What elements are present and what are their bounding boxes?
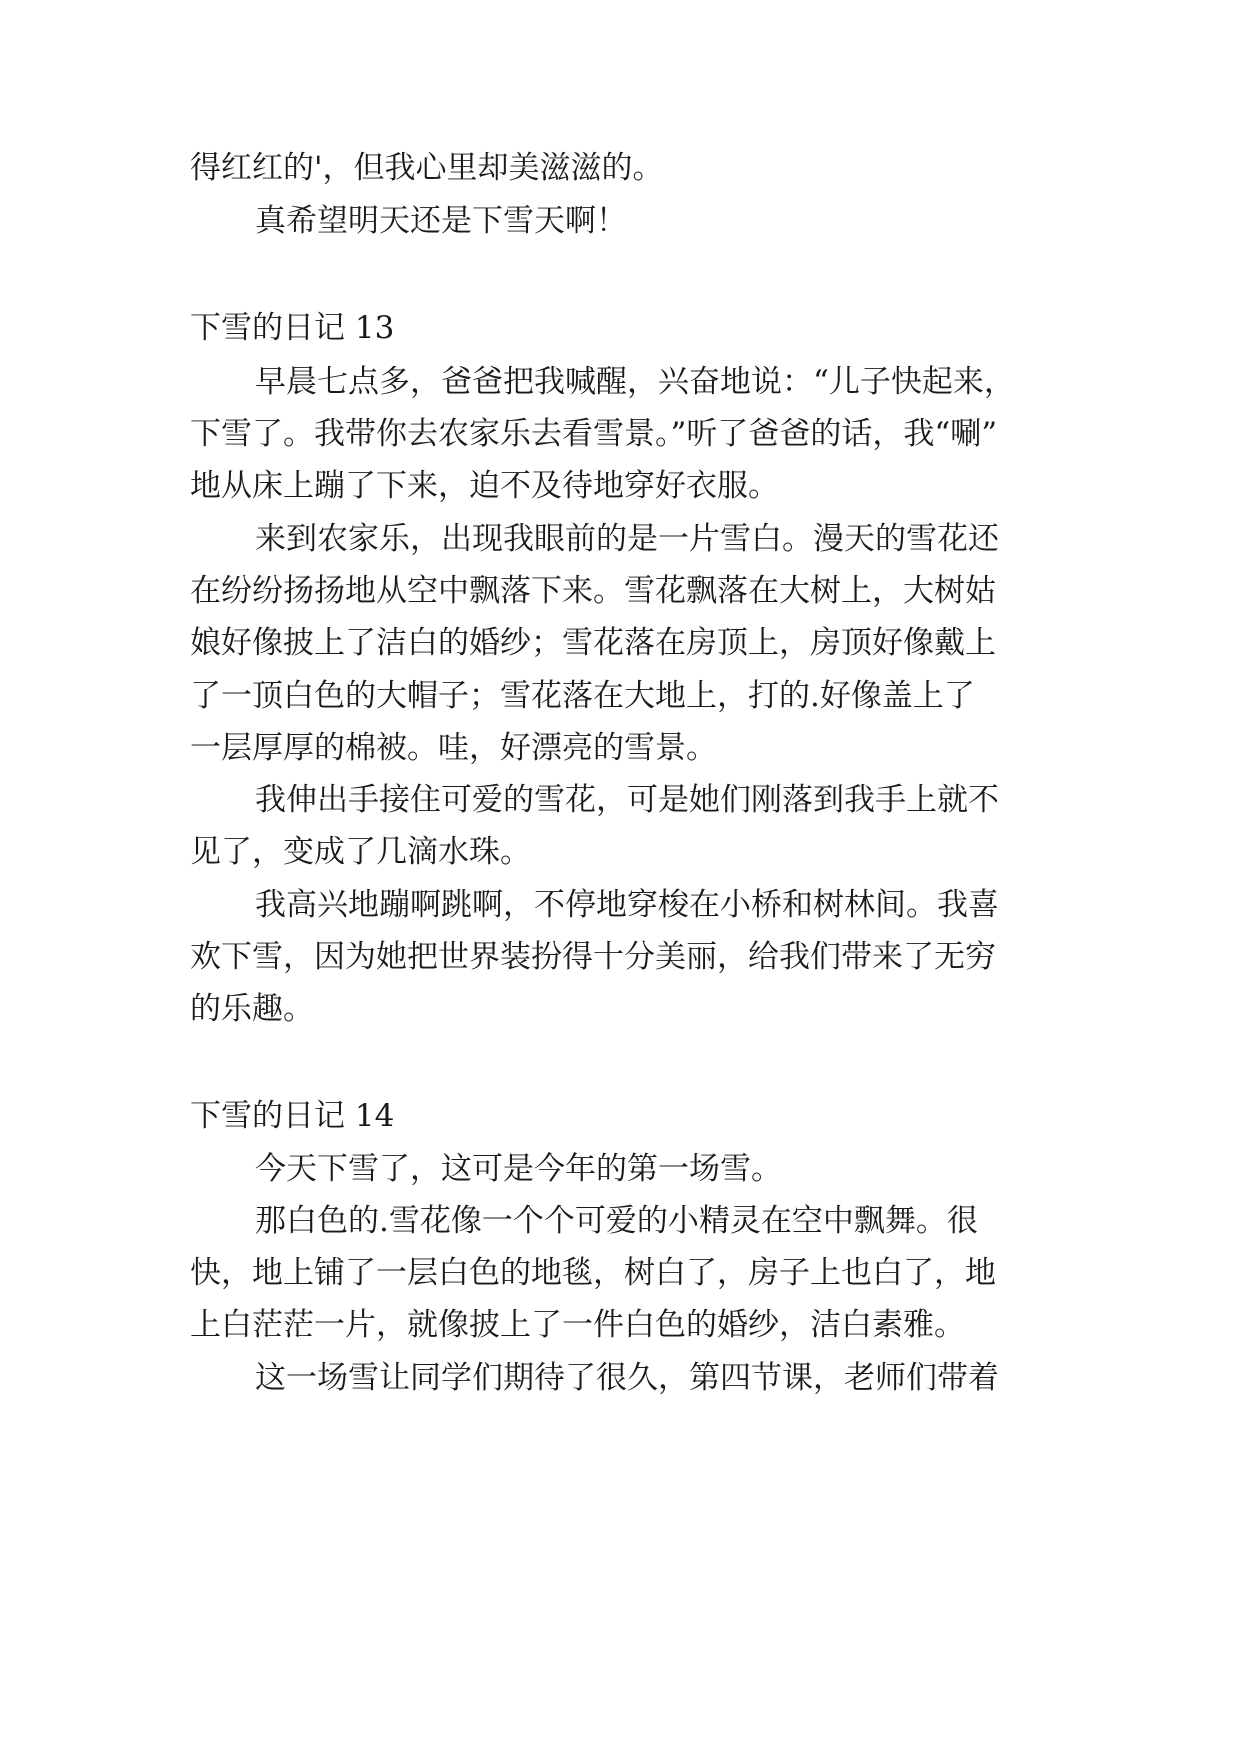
paragraph-line: 下雪了。我带你去农家乐去看雪景。”听了爸爸的话，我“唰” [190, 416, 998, 452]
paragraph-line: 欢下雪，因为她把世界装扮得十分美丽，给我们带来了无穷 [190, 939, 996, 975]
paragraph-line: 的乐趣。 [190, 991, 314, 1027]
paragraph-line: 这一场雪让同学们期待了很久，第四节课，老师们带着 [255, 1360, 999, 1396]
paragraph-line: 早晨七点多，爸爸把我喊醒，兴奋地说：“儿子快起来， [255, 364, 1015, 400]
section-title: 下雪的日记 14 [190, 1098, 395, 1134]
paragraph-line: 地从床上蹦了下来，迫不及待地穿好衣服。 [190, 468, 779, 504]
paragraph-line: 在纷纷扬扬地从空中飘落下来。雪花飘落在大树上，大树姑 [190, 573, 996, 609]
section-title: 下雪的日记 13 [190, 310, 395, 346]
paragraph-line: 得红红的'，但我心里却美滋滋的。 [190, 150, 664, 186]
paragraph-line: 娘好像披上了洁白的婚纱；雪花落在房顶上，房顶好像戴上 [190, 625, 996, 661]
paragraph-line: 我高兴地蹦啊跳啊，不停地穿梭在小桥和树林间。我喜 [255, 887, 999, 923]
paragraph-line: 今天下雪了，这可是今年的第一场雪。 [255, 1151, 782, 1187]
paragraph-line: 我伸出手接住可爱的雪花，可是她们刚落到我手上就不 [255, 782, 999, 818]
paragraph-line: 真希望明天还是下雪天啊！ [255, 203, 627, 239]
paragraph-line: 见了，变成了几滴水珠。 [190, 834, 531, 870]
paragraph-line: 一层厚厚的棉被。哇，好漂亮的雪景。 [190, 730, 717, 766]
paragraph-line: 了一顶白色的大帽子；雪花落在大地上，打的.好像盖上了 [190, 678, 975, 714]
paragraph-line: 那白色的.雪花像一个个可爱的小精灵在空中飘舞。很 [255, 1203, 978, 1239]
paragraph-line: 来到农家乐，出现我眼前的是一片雪白。漫天的雪花还 [255, 521, 999, 557]
paragraph-line: 上白茫茫一片，就像披上了一件白色的婚纱，洁白素雅。 [190, 1307, 965, 1343]
paragraph-line: 快，地上铺了一层白色的地毯，树白了，房子上也白了，地 [190, 1255, 996, 1291]
